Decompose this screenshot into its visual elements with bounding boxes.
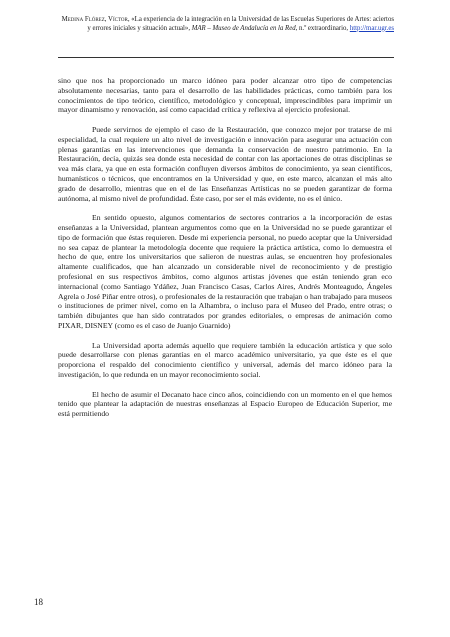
paragraph: En sentido opuesto, algunos comentarios de sectores contrarios a la incorporación de estas enseñanzas a la Universidad, plantean argumentos como que en la Universidad no se puede garantizar el tipo de formación que éstas requieren. Desde mi experiencia personal, no puedo aceptar que la Universidad no sea capaz de plantear la metodología docente que requiere la práctica artística, como lo demuestra el hecho de que, entre los universitarios que salieron de nuestras aulas, se encuentren hoy profesionales altamente cualificados, que han alcanzado un considerable nivel de reconocimiento y de prestigio profesional en sus respectivos ámbitos, como algunos artistas jóvenes que están teniendo gran eco internacional (como Santiago Ydáñez, Juan Francisco Casas, Carlos Aires, Andrés Monteagudo, Ángeles Agrela o José Piñar entre otros), o profesionales de la restauración que trabajan o han trabajado para museos o instituciones de primer nivel, como en la Alhambra, o incluso para el Museo del Prado, entre otras; o también dibujantes que han sido contratados por grandes editoriales, o empresas de animación como PIXAR, DISNEY (como es el caso de Juanjo Guarnido): [58, 213, 392, 330]
paragraph: La Universidad aporta además aquello que requiere también la educación artística y que solo puede desarrollarse con plenas garantías en el marco académico universitario, ya que éste es el que proporciona el respaldo del conocimiento científico y universal, además del marco idóneo para la investigación, lo que redunda en un mayor reconocimiento social.: [58, 340, 392, 379]
body-text: [58, 76, 392, 419]
paragraph: El hecho de asumir el Decanato hace cinco años, coincidiendo con un momento en el que hemos tenido que plantear la adaptación de nuestras enseñanzas al Espacio Europeo de Educación Superior, me está permitiendo: [58, 389, 392, 419]
paragraph: Puede servirnos de ejemplo el caso de la Restauración, que conozco mejor por tratarse de mi especialidad, la cual requiere un alto nivel de investigación e innovación para asegurar una actuación con plenas garantías en las intervenciones que demanda la conservación de nuestro patrimonio. En la Restauración, decía, quizás sea donde esta necesidad de contar con las aportaciones de otras disciplinas se vea más clara, ya que en esta formación confluyen diversos ámbitos de conocimiento, ya sean científicos, humanísticos o técnicos, que encontramos en la Universidad y que, en este marco, alcanzan el más alto grado de desarrollo, mientras que en el de las Enseñanzas Artísticas no se pueden garantizar de forma autónoma, al mismo nivel de profundidad. Éste caso, por ser el más evidente, no es el único.: [58, 124, 392, 203]
header-journal: MAR – Museo de Andalucía en la Red,: [191, 24, 298, 32]
header-rule: [58, 57, 394, 58]
paragraph: sino que nos ha proporcionado un marco idóneo para poder alcanzar otro tipo de competencias absolutamente necesarias, tanto para el desarrollo de las habilidades prácticas, como también para los conocimientos de tipo teórico, científico, metodológico y conceptual, imprescindibles para imprimir un mayor dinamismo y renovación, así como capacidad crítica y reflexiva al ejercicio profesional.: [58, 76, 392, 115]
header-author: Medina Flórez, Víctor,: [61, 16, 130, 23]
page-number: 18: [34, 597, 43, 607]
header-issue: n.º extraordinario,: [297, 24, 350, 32]
running-header: [58, 16, 394, 33]
header-url-link[interactable]: http://mar.ugr.es: [349, 24, 394, 32]
header-article-title: «La experiencia de la integración en la Universidad de las Escuelas Superiores de Artes: aciertos y errores iniciales y situación actual»,: [87, 16, 394, 32]
